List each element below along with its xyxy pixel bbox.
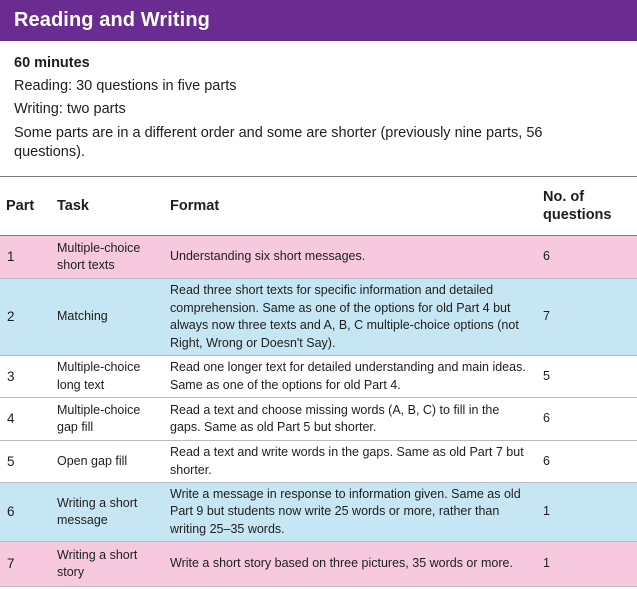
format-description: Write a message in response to information given. Same as old Part 9 but students now write 25 words or more, rather than writing 25–35 words.: [164, 483, 537, 542]
table-row: [0, 236, 637, 279]
task-name: Writing a short story: [51, 542, 164, 587]
table-row: [0, 542, 637, 587]
table-row: [0, 441, 637, 483]
format-description: Read one longer text for detailed understanding and main ideas. Same as one of the options for old Part 4.: [164, 356, 537, 398]
part-number: 1: [0, 236, 51, 279]
duration-text: 60 minutes: [14, 55, 90, 71]
part-number: 3: [0, 356, 51, 398]
question-count: 7: [537, 279, 637, 356]
question-count: 6: [537, 236, 637, 279]
part-number: 4: [0, 398, 51, 441]
format-description: Write a short story based on three pictures, 35 words or more.: [164, 542, 537, 587]
format-description: Read three short texts for specific information and detailed comprehension. Same as one of the options for old Part 4 but always now three texts and A, B, C multiple-choice options (not Right, Wrong or Doesn't Say).: [164, 279, 537, 356]
order-note: Some parts are in a different order and some are shorter (previously nine parts, 56 questions).: [14, 125, 543, 160]
format-description: Read a text and choose missing words (A, B, C) to fill in the gaps. Same as old Part 5 but shorter.: [164, 398, 537, 441]
header-task: Task: [51, 177, 164, 236]
table-row: [0, 398, 637, 441]
format-description: Read a text and write words in the gaps. Same as old Part 7 but shorter.: [164, 441, 537, 483]
part-number: 7: [0, 542, 51, 587]
header-format: Format: [164, 177, 537, 236]
task-name: Open gap fill: [51, 441, 164, 483]
header-part: Part: [0, 177, 51, 236]
part-number: 2: [0, 279, 51, 356]
task-name: Multiple-choice long text: [51, 356, 164, 398]
question-count: 5: [537, 356, 637, 398]
task-name: Matching: [51, 279, 164, 356]
writing-summary: Writing: two parts: [14, 101, 126, 117]
format-description: Understanding six short messages.: [164, 236, 537, 279]
header-questions: No. of questions: [537, 177, 637, 236]
question-count: 6: [537, 441, 637, 483]
reading-summary: Reading: 30 questions in five parts: [14, 78, 237, 94]
part-number: 6: [0, 483, 51, 542]
table-row: [0, 483, 637, 542]
section-title: Reading and Writing: [14, 9, 210, 31]
task-name: Multiple-choice short texts: [51, 236, 164, 279]
intro-block: [0, 41, 637, 162]
table-header-row: [0, 177, 637, 236]
part-number: 5: [0, 441, 51, 483]
parts-table: [0, 176, 637, 587]
table-row: [0, 356, 637, 398]
table-row: [0, 279, 637, 356]
question-count: 1: [537, 483, 637, 542]
section-header: [0, 0, 637, 41]
question-count: 6: [537, 398, 637, 441]
task-name: Writing a short message: [51, 483, 164, 542]
question-count: 1: [537, 542, 637, 587]
task-name: Multiple-choice gap fill: [51, 398, 164, 441]
